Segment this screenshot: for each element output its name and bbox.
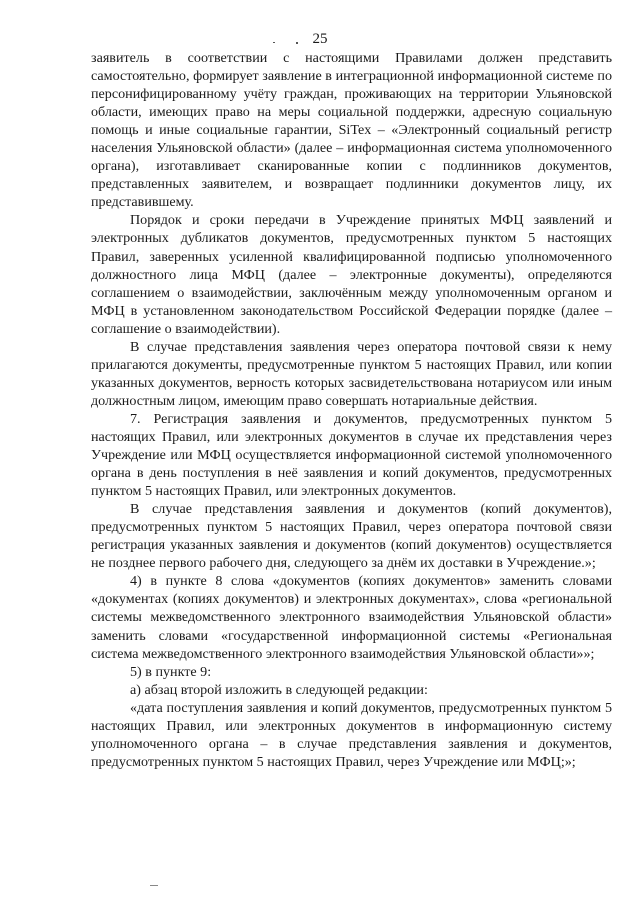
paragraph: «дата поступления заявления и копий документов, предусмотренных пунктом 5 настоящих Правил, или электронных документов в информационную систему уполномоченного органа – в случае представления заявления и документов, предусмотренных пунктом 5 настоящих Правил, через Учреждение или МФЦ;»; <box>91 699 612 770</box>
paragraph: 4) в пункте 8 слова «документов (копиях документов» заменить словами «документах (копиях документов) и электронных документах», слова «региональной системы межведомственного электронного взаимодействия Ульяновской области» заменить словами «государственной информационной системы «Региональная система межведомственного электронного взаимодействия Ульяновской области»»; <box>91 573 612 662</box>
document-body <box>91 49 612 771</box>
paragraph: Порядок и сроки передачи в Учреждение принятых МФЦ заявлений и электронных дубликатов документов, предусмотренных пунктом 5 настоящих Правил, заверенных усиленной квалифицированной подписью уполномоченного должностного лица МФЦ (далее – электронные документы), определяются соглашением о взаимодействии, заключённым между уполномоченным органом и МФЦ в установленном законодательством Российской Федерации порядке (далее – соглашение о взаимодействии). <box>91 212 612 337</box>
page-number: 25 <box>312 31 328 47</box>
paragraph: В случае представления заявления через оператора почтовой связи к нему прилагаются документы, предусмотренные пунктом 5 настоящих Правил, или копии указанных документов, верность которых засвидетельствована нотариусом или иным должностным лицом, имеющим право совершать нотариальные действия. <box>91 338 612 409</box>
paragraph: 7. Регистрация заявления и документов, предусмотренных пунктом 5 настоящих Правил, или электронных документов в случае их представления через Учреждение или МФЦ осуществляется информационной системой уполномоченного органа в день поступления в неё заявления и копий документов, предусмотренных пунктом 5 настоящих Правил, или электронных документов. <box>91 410 612 500</box>
paragraph: В случае представления заявления и документов (копий документов), предусмотренных пунктом 5 настоящих Правил, через оператора почтовой связи регистрация указанных заявления и документов (копий документов) осуществляется не позднее первого рабочего дня, следующего за днём их доставки в Учреждение.»; <box>91 501 612 572</box>
paragraph: а) абзац второй изложить в следующей редакции: <box>130 681 428 698</box>
scan-speck <box>150 885 158 886</box>
paragraph: 5) в пункте 9: <box>130 663 212 680</box>
scan-speck <box>273 42 275 43</box>
scan-speck <box>296 42 298 44</box>
paragraph: заявитель в соответствии с настоящими Правилами должен представить самостоятельно, формирует заявление в интеграционной информационной системе по персонифицированному учёту граждан, проживающих на территории Ульяновской области, имеющих право на меры социальной поддержки, адресную социальную помощь и иные социальные гарантии, SiTex – «Электронный социальный регистр населения Ульяновской области» (далее – информационная система уполномоченного органа), изготавливает сканированные копии с подлинников документов, представленных заявителем, и возвращает подлинники документов лицу, их представившему. <box>91 50 612 211</box>
